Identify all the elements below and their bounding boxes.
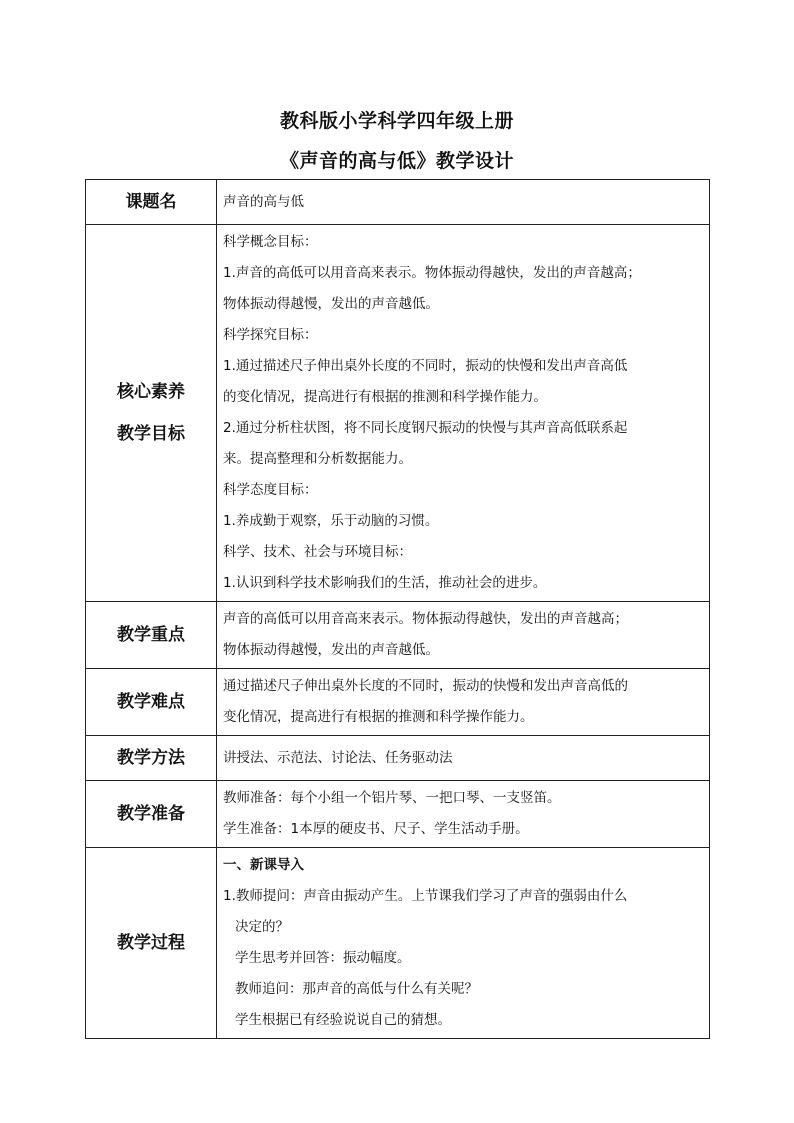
table-row-topic bbox=[86, 180, 710, 225]
goals-line: 科学、技术、社会与环境目标： bbox=[223, 544, 412, 560]
process-label: 教学过程 bbox=[86, 848, 217, 1039]
process-content bbox=[217, 848, 710, 1039]
difficulties-line: 变化情况，提高进行有根据的推测和科学操作能力。 bbox=[223, 709, 534, 725]
method-content bbox=[217, 736, 710, 781]
topic-label: 课题名 bbox=[86, 180, 217, 225]
key-points-line: 声音的高低可以用音高来表示。物体振动得越快，发出的声音越高； bbox=[223, 611, 628, 627]
preparation-line: 学生准备：1本厚的硬皮书、尺子、学生活动手册。 bbox=[223, 821, 529, 837]
goals-line: 1.声音的高低可以用音高来表示。物体振动得越快，发出的声音越高； bbox=[223, 265, 641, 281]
method-label: 教学方法 bbox=[86, 736, 217, 781]
goals-line: 的变化情况，提高进行有根据的推测和科学操作能力。 bbox=[223, 389, 547, 405]
topic-text: 声音的高与低 bbox=[223, 193, 304, 210]
table-row-method bbox=[86, 736, 710, 781]
difficulties-content bbox=[217, 669, 710, 736]
goals-line: 科学概念目标： bbox=[223, 234, 318, 250]
goals-line: 1.养成勤于观察，乐于动脑的习惯。 bbox=[223, 513, 439, 529]
table-row-difficulties bbox=[86, 669, 710, 736]
key-points-label: 教学重点 bbox=[86, 602, 217, 669]
preparation-label: 教学准备 bbox=[86, 781, 217, 848]
lesson-plan-table bbox=[85, 179, 710, 1039]
process-heading: 一、新课导入 bbox=[223, 857, 304, 873]
table-row-goals bbox=[86, 225, 710, 602]
goals-line: 科学探究目标： bbox=[223, 327, 318, 343]
goals-line: 1.认识到科学技术影响我们的生活，推动社会的进步。 bbox=[223, 575, 547, 591]
process-line: 教师追问：那声音的高低与什么有关呢？ bbox=[235, 981, 478, 997]
difficulties-label: 教学难点 bbox=[86, 669, 217, 736]
goals-label bbox=[86, 225, 217, 602]
process-line: 1.教师提问：声音由振动产生。上节课我们学习了声音的强弱由什么 bbox=[223, 888, 628, 904]
table-row-key-points bbox=[86, 602, 710, 669]
difficulties-line: 通过描述尺子伸出桌外长度的不同时，振动的快慢和发出声音高低的 bbox=[223, 678, 628, 694]
goals-line: 物体振动得越慢，发出的声音越低。 bbox=[223, 296, 439, 312]
process-line: 学生思考并回答：振动幅度。 bbox=[235, 950, 411, 966]
goals-line: 来。提高整理和分析数据能力。 bbox=[223, 451, 412, 467]
goals-line: 2.通过分析柱状图，将不同长度钢尺振动的快慢与其声音高低联系起 bbox=[223, 420, 628, 436]
goals-label-line: 教学目标 bbox=[117, 424, 185, 444]
table-row-preparation bbox=[86, 781, 710, 848]
key-points-content bbox=[217, 602, 710, 669]
process-line: 决定的？ bbox=[235, 919, 289, 935]
goals-content bbox=[217, 225, 710, 602]
goals-label-line: 核心素养 bbox=[117, 382, 185, 402]
key-points-line: 物体振动得越慢，发出的声音越低。 bbox=[223, 642, 439, 658]
method-line: 讲授法、示范法、讨论法、任务驱动法 bbox=[223, 749, 453, 766]
preparation-line: 教师准备：每个小组一个铝片琴、一把口琴、一支竖笛。 bbox=[223, 790, 561, 806]
process-line: 学生根据已有经验说说自己的猜想。 bbox=[235, 1012, 451, 1028]
goals-line: 科学态度目标： bbox=[223, 482, 318, 498]
goals-line: 1.通过描述尺子伸出桌外长度的不同时，振动的快慢和发出声音高低 bbox=[223, 358, 628, 374]
table-row-process bbox=[86, 848, 710, 1039]
preparation-content bbox=[217, 781, 710, 848]
document-subtitle: 《声音的高与低》教学设计 bbox=[279, 150, 514, 172]
document-title: 教科版小学科学四年级上册 bbox=[279, 110, 514, 132]
topic-content bbox=[217, 180, 710, 225]
